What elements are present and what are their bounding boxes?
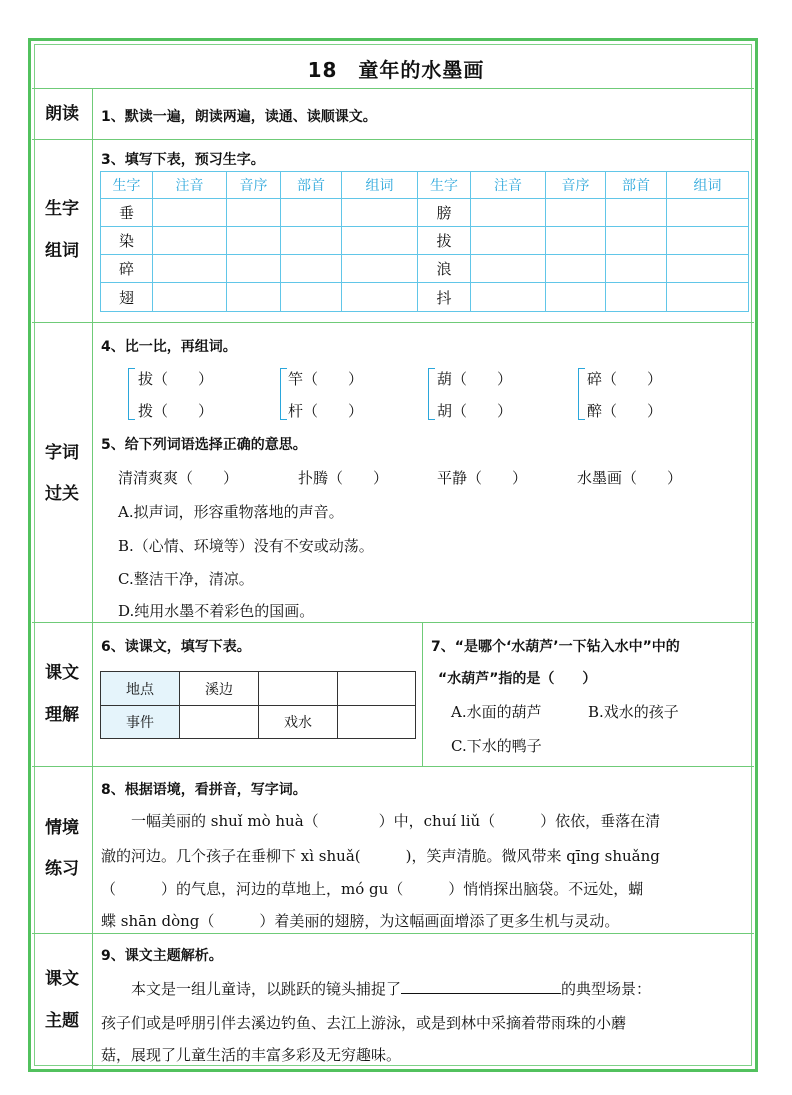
- label-context-2: 练习: [45, 859, 79, 879]
- char-cell: 翅: [100, 282, 153, 312]
- q7-option-a: A.水面的葫芦: [451, 703, 542, 721]
- table-header: 组词: [341, 171, 418, 199]
- blank-cell[interactable]: [545, 198, 606, 227]
- char-cell: 垂: [100, 198, 153, 227]
- theme-line-1-after: 的典型场景：: [561, 980, 652, 998]
- table-cell[interactable]: [337, 705, 416, 739]
- blank-cell[interactable]: [280, 226, 342, 255]
- pair-item: 胡（ ）: [437, 402, 513, 420]
- blank-cell[interactable]: [226, 226, 281, 255]
- option-c: C.整洁干净，清凉。: [118, 570, 254, 588]
- table-cell: 溪边: [179, 671, 259, 706]
- label-theme-2: 主题: [45, 1011, 79, 1031]
- divider: [32, 139, 754, 140]
- option-b: B.（心情、环境等）没有不安或动荡。: [118, 537, 374, 555]
- blank-cell[interactable]: [152, 254, 227, 283]
- blank-cell[interactable]: [545, 282, 606, 312]
- theme-line-3: 菇，展现了儿童生活的丰富多彩及无穷趣味。: [101, 1046, 402, 1064]
- pair-item: 醉（ ）: [587, 402, 663, 420]
- blank-cell[interactable]: [666, 282, 749, 312]
- blank-cell[interactable]: [666, 254, 749, 283]
- table-header: 生字: [100, 171, 153, 199]
- q7-line2: “水葫芦”指的是（ ）: [438, 671, 597, 687]
- divider: [32, 622, 754, 623]
- q4-instruction: 4、比一比，再组词。: [101, 339, 237, 355]
- blank-cell[interactable]: [226, 282, 281, 312]
- blank-cell[interactable]: [152, 226, 227, 255]
- label-column-divider: [92, 88, 93, 1069]
- option-d: D.纯用水墨不着彩色的国画。: [118, 602, 315, 620]
- table-header: 部首: [280, 171, 342, 199]
- blank-cell[interactable]: [605, 282, 667, 312]
- q6-instruction: 6、读课文，填写下表。: [101, 639, 251, 655]
- divider: [32, 322, 754, 323]
- theme-line-1: [101, 978, 651, 999]
- blank-cell[interactable]: [605, 254, 667, 283]
- blank-cell[interactable]: [470, 282, 546, 312]
- char-cell: 碎: [100, 254, 153, 283]
- table-cell: 戏水: [258, 705, 338, 739]
- blank-cell[interactable]: [470, 198, 546, 227]
- q7-option-b: B.戏水的孩子: [588, 703, 679, 721]
- pair-item: 竿（ ）: [288, 370, 364, 388]
- q7-line1: 7、“是哪个‘水葫芦’一下钻入水中”中的: [431, 639, 680, 655]
- blank-cell[interactable]: [545, 226, 606, 255]
- answer-blank[interactable]: [401, 979, 561, 994]
- context-line: 一幅美丽的 shuǐ mò huà（ ）中，chuí liǔ（ ）依依，垂落在清: [101, 812, 661, 830]
- table-header: 组词: [666, 171, 749, 199]
- pair-item: 拔（ ）: [138, 370, 214, 388]
- blank-cell[interactable]: [605, 198, 667, 227]
- theme-line-1-before: 本文是一组儿童诗，以跳跃的镜头捕捉了: [101, 980, 402, 998]
- option-a: A.拟声词，形容重物落地的声音。: [118, 503, 344, 521]
- blank-cell[interactable]: [341, 198, 418, 227]
- label-characters-1: 生字: [45, 199, 79, 219]
- term: 清清爽爽（ ）: [118, 469, 239, 487]
- context-line: 澈的河边。几个孩子在垂柳下 xì shuǎ( )，笑声清脆。微风带来 qīng shuǎng: [101, 847, 660, 865]
- blank-cell[interactable]: [341, 254, 418, 283]
- char-cell: 拔: [417, 226, 471, 255]
- blank-cell[interactable]: [280, 282, 342, 312]
- column-divider: [422, 622, 423, 766]
- label-comprehension-1: 课文: [45, 663, 79, 683]
- label-reading: 朗读: [45, 104, 79, 124]
- table-header: 音序: [226, 171, 281, 199]
- q9-instruction: 9、课文主题解析。: [101, 948, 223, 964]
- divider: [32, 766, 754, 767]
- divider: [32, 933, 754, 934]
- table-header: 音序: [545, 171, 606, 199]
- context-line: （ ）的气息，河边的草地上，mó gu（ ）悄悄探出脑袋。不远处，蝴: [101, 880, 644, 898]
- blank-cell[interactable]: [341, 282, 418, 312]
- table-cell: 事件: [100, 705, 180, 739]
- reading-instruction: 1、默读一遍，朗读两遍，读通、读顺课文。: [101, 109, 377, 125]
- label-theme-1: 课文: [45, 969, 79, 989]
- label-context-1: 情境: [45, 818, 79, 838]
- blank-cell[interactable]: [280, 198, 342, 227]
- blank-cell[interactable]: [226, 198, 281, 227]
- term: 扑腾（ ）: [298, 469, 389, 487]
- blank-cell[interactable]: [545, 254, 606, 283]
- characters-instruction: 3、填写下表，预习生字。: [101, 152, 265, 168]
- theme-line-2: 孩子们或是呼朋引伴去溪边钓鱼、去江上游泳，或是到林中采摘着带雨珠的小蘑: [101, 1014, 627, 1032]
- table-cell[interactable]: [337, 671, 416, 706]
- char-cell: 抖: [417, 282, 471, 312]
- blank-cell[interactable]: [280, 254, 342, 283]
- blank-cell[interactable]: [666, 226, 749, 255]
- table-header: 生字: [417, 171, 471, 199]
- pair-item: 拨（ ）: [138, 402, 214, 420]
- table-cell: 地点: [100, 671, 180, 706]
- blank-cell[interactable]: [226, 254, 281, 283]
- table-header: 注音: [152, 171, 227, 199]
- label-words-1: 字词: [45, 443, 79, 463]
- divider: [32, 88, 754, 89]
- bracket: [128, 368, 135, 420]
- label-characters-2: 组词: [45, 241, 79, 261]
- term: 平静（ ）: [437, 469, 528, 487]
- blank-cell[interactable]: [470, 226, 546, 255]
- pair-item: 葫（ ）: [437, 370, 513, 388]
- table-cell[interactable]: [179, 705, 259, 739]
- label-words-2: 过关: [45, 484, 79, 504]
- blank-cell[interactable]: [341, 226, 418, 255]
- bracket: [578, 368, 585, 420]
- blank-cell[interactable]: [152, 198, 227, 227]
- char-cell: 浪: [417, 254, 471, 283]
- table-cell[interactable]: [258, 671, 338, 706]
- pair-item: 杆（ ）: [288, 402, 364, 420]
- bracket: [428, 368, 435, 420]
- blank-cell[interactable]: [152, 282, 227, 312]
- context-line: 蝶 shān dòng（ ）着美丽的翅膀，为这幅画面增添了更多生机与灵动。: [101, 912, 620, 930]
- char-cell: 膀: [417, 198, 471, 227]
- q5-instruction: 5、给下列词语选择正确的意思。: [101, 437, 307, 453]
- table-header: 注音: [470, 171, 546, 199]
- blank-cell[interactable]: [666, 198, 749, 227]
- pair-item: 碎（ ）: [587, 370, 663, 388]
- bracket: [280, 368, 287, 420]
- blank-cell[interactable]: [470, 254, 546, 283]
- q8-instruction: 8、根据语境，看拼音，写字词。: [101, 782, 307, 798]
- char-cell: 染: [100, 226, 153, 255]
- table-header: 部首: [605, 171, 667, 199]
- label-comprehension-2: 理解: [45, 705, 79, 725]
- blank-cell[interactable]: [605, 226, 667, 255]
- page-title: 18 童年的水墨画: [307, 58, 485, 82]
- term: 水墨画（ ）: [577, 469, 683, 487]
- q7-option-c: C.下水的鸭子: [451, 737, 542, 755]
